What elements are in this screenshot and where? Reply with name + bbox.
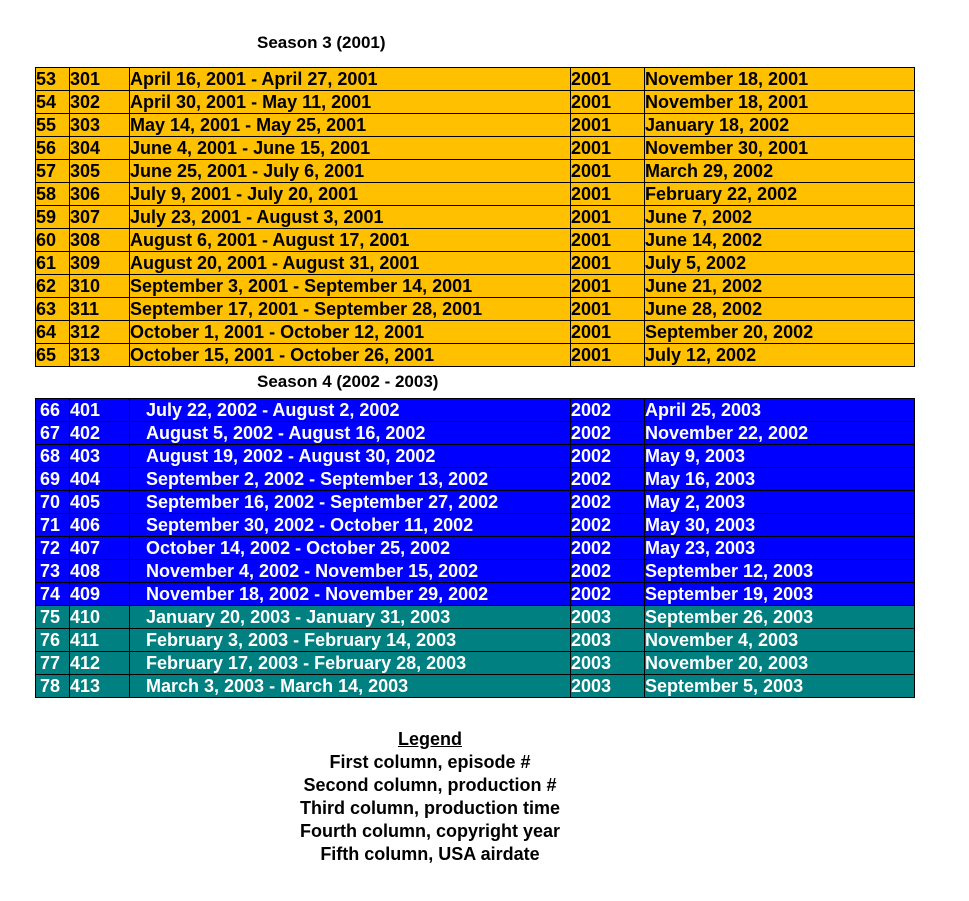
- episode-number-cell: 62: [36, 275, 70, 298]
- copyright-year-cell: 2002: [571, 422, 645, 445]
- episode-number-cell: 56: [36, 137, 70, 160]
- production-number-cell: 403: [70, 445, 130, 468]
- episode-row: [36, 344, 915, 367]
- episode-number-cell: 66: [36, 399, 70, 422]
- production-number-cell: 307: [70, 206, 130, 229]
- episode-number-cell: 59: [36, 206, 70, 229]
- production-time-cell: September 17, 2001 - September 28, 2001: [130, 298, 571, 321]
- legend-item: Third column, production time: [300, 798, 560, 818]
- usa-airdate-cell: November 18, 2001: [645, 68, 915, 91]
- episode-number-cell: 58: [36, 183, 70, 206]
- production-number-cell: 309: [70, 252, 130, 275]
- episode-number-cell: 54: [36, 91, 70, 114]
- production-time-cell: November 4, 2002 - November 15, 2002: [130, 560, 571, 583]
- production-time-cell: April 16, 2001 - April 27, 2001: [130, 68, 571, 91]
- usa-airdate-cell: June 7, 2002: [645, 206, 915, 229]
- episode-number-cell: 63: [36, 298, 70, 321]
- production-number-cell: 311: [70, 298, 130, 321]
- production-time-cell: September 2, 2002 - September 13, 2002: [130, 468, 571, 491]
- copyright-year-cell: 2002: [571, 491, 645, 514]
- usa-airdate-cell: June 14, 2002: [645, 229, 915, 252]
- usa-airdate-cell: November 30, 2001: [645, 137, 915, 160]
- episode-row: [36, 560, 915, 583]
- production-time-cell: October 14, 2002 - October 25, 2002: [130, 537, 571, 560]
- usa-airdate-cell: September 19, 2003: [645, 583, 915, 606]
- episode-row: [36, 229, 915, 252]
- copyright-year-cell: 2003: [571, 606, 645, 629]
- production-number-cell: 413: [70, 675, 130, 698]
- production-number-cell: 408: [70, 560, 130, 583]
- usa-airdate-cell: June 21, 2002: [645, 275, 915, 298]
- copyright-year-cell: 2002: [571, 583, 645, 606]
- production-time-cell: August 20, 2001 - August 31, 2001: [130, 252, 571, 275]
- production-time-cell: March 3, 2003 - March 14, 2003: [130, 675, 571, 698]
- production-number-cell: 401: [70, 399, 130, 422]
- production-time-cell: May 14, 2001 - May 25, 2001: [130, 114, 571, 137]
- episode-row: [36, 91, 915, 114]
- episode-row: [36, 137, 915, 160]
- usa-airdate-cell: May 23, 2003: [645, 537, 915, 560]
- episode-number-cell: 65: [36, 344, 70, 367]
- legend-item: Fourth column, copyright year: [299, 821, 561, 841]
- production-time-cell: June 4, 2001 - June 15, 2001: [130, 137, 571, 160]
- copyright-year-cell: 2001: [571, 344, 645, 367]
- episode-number-cell: 68: [36, 445, 70, 468]
- copyright-year-cell: 2001: [571, 91, 645, 114]
- episode-row: [36, 468, 915, 491]
- episode-number-cell: 75: [36, 606, 70, 629]
- production-time-cell: November 18, 2002 - November 29, 2002: [130, 583, 571, 606]
- production-number-cell: 410: [70, 606, 130, 629]
- episode-row: [36, 399, 915, 422]
- episode-number-cell: 64: [36, 321, 70, 344]
- copyright-year-cell: 2001: [571, 275, 645, 298]
- copyright-year-cell: 2001: [571, 321, 645, 344]
- episode-row: [36, 629, 915, 652]
- copyright-year-cell: 2003: [571, 629, 645, 652]
- episode-row: [36, 583, 915, 606]
- usa-airdate-cell: June 28, 2002: [645, 298, 915, 321]
- copyright-year-cell: 2001: [571, 137, 645, 160]
- copyright-year-cell: 2003: [571, 675, 645, 698]
- episode-row: [36, 514, 915, 537]
- copyright-year-cell: 2002: [571, 514, 645, 537]
- episode-number-cell: 57: [36, 160, 70, 183]
- usa-airdate-cell: May 16, 2003: [645, 468, 915, 491]
- production-time-cell: September 16, 2002 - September 27, 2002: [130, 491, 571, 514]
- production-time-cell: August 19, 2002 - August 30, 2002: [130, 445, 571, 468]
- production-time-cell: July 23, 2001 - August 3, 2001: [130, 206, 571, 229]
- usa-airdate-cell: May 30, 2003: [645, 514, 915, 537]
- episode-row: [36, 160, 915, 183]
- episode-row: [36, 252, 915, 275]
- production-time-cell: July 9, 2001 - July 20, 2001: [130, 183, 571, 206]
- production-number-cell: 308: [70, 229, 130, 252]
- episode-row: [36, 652, 915, 675]
- production-time-cell: September 3, 2001 - September 14, 2001: [130, 275, 571, 298]
- legend-title: Legend: [397, 729, 462, 749]
- usa-airdate-cell: November 4, 2003: [645, 629, 915, 652]
- usa-airdate-cell: November 20, 2003: [645, 652, 915, 675]
- copyright-year-cell: 2003: [571, 652, 645, 675]
- production-number-cell: 412: [70, 652, 130, 675]
- production-number-cell: 404: [70, 468, 130, 491]
- usa-airdate-cell: March 29, 2002: [645, 160, 915, 183]
- production-number-cell: 406: [70, 514, 130, 537]
- episode-row: [36, 675, 915, 698]
- usa-airdate-cell: November 22, 2002: [645, 422, 915, 445]
- usa-airdate-cell: September 20, 2002: [645, 321, 915, 344]
- production-number-cell: 304: [70, 137, 130, 160]
- production-number-cell: 306: [70, 183, 130, 206]
- production-time-cell: August 6, 2001 - August 17, 2001: [130, 229, 571, 252]
- usa-airdate-cell: November 18, 2001: [645, 91, 915, 114]
- production-time-cell: February 3, 2003 - February 14, 2003: [130, 629, 571, 652]
- production-number-cell: 402: [70, 422, 130, 445]
- production-number-cell: 407: [70, 537, 130, 560]
- episode-row: [36, 206, 915, 229]
- season-3-table: [35, 67, 915, 367]
- copyright-year-cell: 2002: [571, 445, 645, 468]
- copyright-year-cell: 2001: [571, 252, 645, 275]
- episode-number-cell: 74: [36, 583, 70, 606]
- usa-airdate-cell: September 5, 2003: [645, 675, 915, 698]
- usa-airdate-cell: February 22, 2002: [645, 183, 915, 206]
- usa-airdate-cell: April 25, 2003: [645, 399, 915, 422]
- production-number-cell: 305: [70, 160, 130, 183]
- episode-row: [36, 114, 915, 137]
- usa-airdate-cell: January 18, 2002: [645, 114, 915, 137]
- episode-number-cell: 70: [36, 491, 70, 514]
- season-4-table: [35, 398, 915, 698]
- episode-row: [36, 491, 915, 514]
- copyright-year-cell: 2001: [571, 229, 645, 252]
- legend-item: Fifth column, USA airdate: [320, 844, 540, 864]
- production-time-cell: July 22, 2002 - August 2, 2002: [130, 399, 571, 422]
- copyright-year-cell: 2002: [571, 560, 645, 583]
- episode-number-cell: 60: [36, 229, 70, 252]
- production-time-cell: February 17, 2003 - February 28, 2003: [130, 652, 571, 675]
- episode-row: [36, 275, 915, 298]
- episode-number-cell: 55: [36, 114, 70, 137]
- episode-number-cell: 61: [36, 252, 70, 275]
- episode-row: [36, 68, 915, 91]
- production-number-cell: 313: [70, 344, 130, 367]
- usa-airdate-cell: July 5, 2002: [645, 252, 915, 275]
- production-number-cell: 310: [70, 275, 130, 298]
- episode-number-cell: 67: [36, 422, 70, 445]
- episode-number-cell: 76: [36, 629, 70, 652]
- usa-airdate-cell: May 2, 2003: [645, 491, 915, 514]
- production-number-cell: 312: [70, 321, 130, 344]
- season-3-title: Season 3 (2001): [257, 33, 386, 52]
- copyright-year-cell: 2002: [571, 399, 645, 422]
- production-time-cell: August 5, 2002 - August 16, 2002: [130, 422, 571, 445]
- usa-airdate-cell: July 12, 2002: [645, 344, 915, 367]
- episode-number-cell: 71: [36, 514, 70, 537]
- copyright-year-cell: 2001: [571, 183, 645, 206]
- copyright-year-cell: 2002: [571, 537, 645, 560]
- episode-number-cell: 53: [36, 68, 70, 91]
- episode-row: [36, 445, 915, 468]
- episode-number-cell: 72: [36, 537, 70, 560]
- production-number-cell: 409: [70, 583, 130, 606]
- copyright-year-cell: 2001: [571, 68, 645, 91]
- production-time-cell: September 30, 2002 - October 11, 2002: [130, 514, 571, 537]
- episode-number-cell: 73: [36, 560, 70, 583]
- episode-number-cell: 69: [36, 468, 70, 491]
- production-number-cell: 411: [70, 629, 130, 652]
- usa-airdate-cell: May 9, 2003: [645, 445, 915, 468]
- production-number-cell: 405: [70, 491, 130, 514]
- episode-row: [36, 321, 915, 344]
- production-time-cell: June 25, 2001 - July 6, 2001: [130, 160, 571, 183]
- legend-item: First column, episode #: [329, 752, 531, 772]
- production-number-cell: 301: [70, 68, 130, 91]
- episode-number-cell: 78: [36, 675, 70, 698]
- production-number-cell: 302: [70, 91, 130, 114]
- copyright-year-cell: 2002: [571, 468, 645, 491]
- usa-airdate-cell: September 12, 2003: [645, 560, 915, 583]
- copyright-year-cell: 2001: [571, 206, 645, 229]
- episode-row: [36, 606, 915, 629]
- episode-row: [36, 537, 915, 560]
- episode-row: [36, 298, 915, 321]
- copyright-year-cell: 2001: [571, 114, 645, 137]
- production-time-cell: April 30, 2001 - May 11, 2001: [130, 91, 571, 114]
- legend: [230, 728, 630, 866]
- copyright-year-cell: 2001: [571, 160, 645, 183]
- season-4-title: Season 4 (2002 - 2003): [257, 372, 439, 391]
- production-time-cell: October 1, 2001 - October 12, 2001: [130, 321, 571, 344]
- legend-item: Second column, production #: [303, 775, 557, 795]
- production-number-cell: 303: [70, 114, 130, 137]
- production-time-cell: October 15, 2001 - October 26, 2001: [130, 344, 571, 367]
- episode-row: [36, 183, 915, 206]
- copyright-year-cell: 2001: [571, 298, 645, 321]
- episode-number-cell: 77: [36, 652, 70, 675]
- usa-airdate-cell: September 26, 2003: [645, 606, 915, 629]
- production-time-cell: January 20, 2003 - January 31, 2003: [130, 606, 571, 629]
- episode-row: [36, 422, 915, 445]
